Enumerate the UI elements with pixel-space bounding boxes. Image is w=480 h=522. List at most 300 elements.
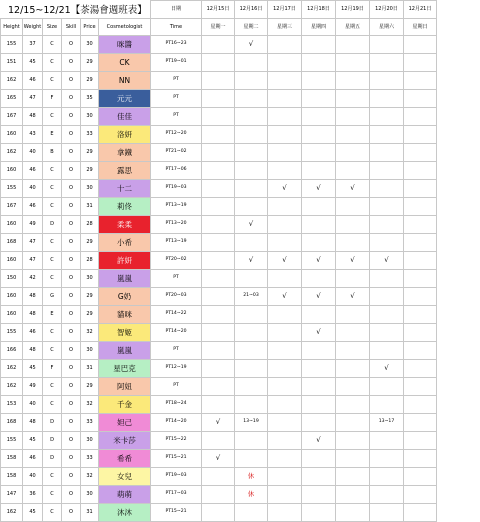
skill-cell: O xyxy=(62,252,81,270)
schedule-cell xyxy=(370,486,404,504)
table-row xyxy=(1,162,437,180)
schedule-cell xyxy=(268,468,302,486)
cosmetologist-name: 露思 xyxy=(99,162,151,180)
table-row xyxy=(1,54,437,72)
cosmetologist-name: 千金 xyxy=(99,396,151,414)
height-cell: 162 xyxy=(1,504,23,522)
height-cell: 160 xyxy=(1,306,23,324)
schedule-cell xyxy=(202,486,235,504)
price-cell: 33 xyxy=(81,126,99,144)
skill-cell: O xyxy=(62,54,81,72)
skill-cell: O xyxy=(62,486,81,504)
schedule-cell xyxy=(404,324,437,342)
schedule-cell xyxy=(235,450,268,468)
price-cell: 29 xyxy=(81,144,99,162)
schedule-cell xyxy=(302,378,336,396)
table-row xyxy=(1,144,437,162)
schedule-cell xyxy=(268,504,302,522)
schedule-cell xyxy=(404,378,437,396)
cosmetologist-name: 萌萌 xyxy=(99,486,151,504)
weight-cell: 46 xyxy=(23,162,43,180)
height-cell: 158 xyxy=(1,450,23,468)
skill-cell: O xyxy=(62,378,81,396)
table-row xyxy=(1,468,437,486)
schedule-cell xyxy=(336,216,370,234)
skill-cell: O xyxy=(62,432,81,450)
schedule-cell xyxy=(235,234,268,252)
height-cell: 162 xyxy=(1,360,23,378)
height-cell: 167 xyxy=(1,198,23,216)
weight-cell: 42 xyxy=(23,270,43,288)
weight-cell: 49 xyxy=(23,378,43,396)
time-cell: PT xyxy=(151,342,202,360)
size-cell: C xyxy=(43,396,62,414)
time-cell: PT16~23 xyxy=(151,36,202,54)
schedule-cell xyxy=(370,36,404,54)
schedule-cell xyxy=(404,54,437,72)
schedule-cell xyxy=(302,450,336,468)
schedule-cell xyxy=(268,162,302,180)
price-cell: 30 xyxy=(81,486,99,504)
column-header: Weight xyxy=(23,19,43,36)
schedule-cell xyxy=(336,90,370,108)
time-cell: PT12~20 xyxy=(151,126,202,144)
column-header: Cosmetologist xyxy=(99,19,151,36)
size-cell: C xyxy=(43,198,62,216)
price-cell: 30 xyxy=(81,270,99,288)
date-cell: 12月18日 xyxy=(302,1,336,19)
price-cell: 30 xyxy=(81,36,99,54)
schedule-cell xyxy=(268,90,302,108)
schedule-cell xyxy=(268,126,302,144)
schedule-cell xyxy=(336,126,370,144)
schedule-cell xyxy=(336,504,370,522)
schedule-cell xyxy=(404,288,437,306)
schedule-cell xyxy=(268,342,302,360)
size-cell: C xyxy=(43,270,62,288)
weight-cell: 36 xyxy=(23,486,43,504)
schedule-cell xyxy=(336,108,370,126)
table-row xyxy=(1,180,437,198)
schedule-cell xyxy=(302,468,336,486)
header-date-row xyxy=(1,1,437,19)
size-cell: C xyxy=(43,180,62,198)
price-cell: 29 xyxy=(81,306,99,324)
schedule-cell: √ xyxy=(268,288,302,306)
schedule-cell xyxy=(336,72,370,90)
weekday-cell: 星期六 xyxy=(370,19,404,36)
time-cell: PT15~22 xyxy=(151,432,202,450)
schedule-cell xyxy=(235,378,268,396)
schedule-cell xyxy=(268,306,302,324)
size-cell: C xyxy=(43,378,62,396)
time-cell: PT xyxy=(151,72,202,90)
column-header: Height xyxy=(1,19,23,36)
size-cell: E xyxy=(43,306,62,324)
weekday-cell: 星期三 xyxy=(268,19,302,36)
price-cell: 29 xyxy=(81,234,99,252)
size-cell: C xyxy=(43,252,62,270)
price-cell: 28 xyxy=(81,252,99,270)
schedule-cell xyxy=(404,180,437,198)
cosmetologist-name: 星巴克 xyxy=(99,360,151,378)
cosmetologist-name: 咪醬 xyxy=(99,36,151,54)
height-cell: 168 xyxy=(1,234,23,252)
skill-cell: O xyxy=(62,342,81,360)
size-cell: B xyxy=(43,144,62,162)
schedule-cell xyxy=(268,450,302,468)
table-row xyxy=(1,486,437,504)
schedule-cell: √ xyxy=(235,36,268,54)
schedule-cell xyxy=(302,72,336,90)
cosmetologist-name: 嵐嵐 xyxy=(99,270,151,288)
schedule-cell xyxy=(336,360,370,378)
schedule-cell xyxy=(302,216,336,234)
size-cell: D xyxy=(43,432,62,450)
table-row xyxy=(1,288,437,306)
cosmetologist-name: 佳佳 xyxy=(99,108,151,126)
schedule-cell xyxy=(202,306,235,324)
price-cell: 29 xyxy=(81,72,99,90)
price-cell: 29 xyxy=(81,288,99,306)
time-cell: PT xyxy=(151,90,202,108)
size-cell: C xyxy=(43,342,62,360)
table-row xyxy=(1,216,437,234)
cosmetologist-name: 元元 xyxy=(99,90,151,108)
schedule-cell xyxy=(235,162,268,180)
table-row xyxy=(1,306,437,324)
schedule-cell: √ xyxy=(370,360,404,378)
time-cell: PT19~01 xyxy=(151,54,202,72)
table-row xyxy=(1,324,437,342)
skill-cell: O xyxy=(62,126,81,144)
schedule-cell xyxy=(336,306,370,324)
schedule-cell xyxy=(202,324,235,342)
height-cell: 158 xyxy=(1,468,23,486)
height-cell: 167 xyxy=(1,108,23,126)
schedule-cell xyxy=(235,144,268,162)
schedule-cell xyxy=(202,36,235,54)
schedule-cell xyxy=(404,162,437,180)
schedule-cell: 13~17 xyxy=(370,414,404,432)
schedule-cell xyxy=(235,324,268,342)
schedule-cell xyxy=(202,180,235,198)
schedule-cell: 21~03 xyxy=(235,288,268,306)
schedule-cell xyxy=(202,234,235,252)
price-cell: 30 xyxy=(81,180,99,198)
size-cell: E xyxy=(43,126,62,144)
schedule-cell xyxy=(268,360,302,378)
schedule-cell xyxy=(268,396,302,414)
schedule-cell xyxy=(404,72,437,90)
skill-cell: O xyxy=(62,162,81,180)
schedule-cell: √ xyxy=(302,432,336,450)
price-cell: 30 xyxy=(81,432,99,450)
schedule-cell xyxy=(268,216,302,234)
schedule-cell xyxy=(336,36,370,54)
schedule-cell xyxy=(404,432,437,450)
price-cell: 28 xyxy=(81,216,99,234)
height-cell: 160 xyxy=(1,126,23,144)
time-cell: PT19~03 xyxy=(151,468,202,486)
schedule-cell: √ xyxy=(202,414,235,432)
table-row xyxy=(1,108,437,126)
cosmetologist-name: 沐沐 xyxy=(99,504,151,522)
schedule-cell xyxy=(202,216,235,234)
schedule-cell xyxy=(370,54,404,72)
schedule-cell xyxy=(370,126,404,144)
schedule-cell xyxy=(235,72,268,90)
time-cell: PT14~20 xyxy=(151,414,202,432)
schedule-cell xyxy=(370,198,404,216)
time-cell: PT15~21 xyxy=(151,450,202,468)
schedule-cell xyxy=(202,252,235,270)
size-cell: D xyxy=(43,414,62,432)
schedule-cell: √ xyxy=(302,252,336,270)
skill-cell: O xyxy=(62,450,81,468)
weight-cell: 48 xyxy=(23,288,43,306)
schedule-cell xyxy=(202,360,235,378)
schedule-cell xyxy=(404,468,437,486)
weekday-cell: 星期四 xyxy=(302,19,336,36)
schedule-cell xyxy=(268,270,302,288)
weight-cell: 37 xyxy=(23,36,43,54)
size-cell: C xyxy=(43,468,62,486)
skill-cell: O xyxy=(62,108,81,126)
schedule-cell xyxy=(404,396,437,414)
schedule-cell xyxy=(370,162,404,180)
page-title: 12/15~12/21【茶湯會週班表】 xyxy=(8,5,147,16)
schedule-cell xyxy=(370,324,404,342)
cosmetologist-name: CK xyxy=(99,54,151,72)
schedule-cell xyxy=(302,144,336,162)
schedule-cell xyxy=(404,486,437,504)
schedule-cell xyxy=(370,396,404,414)
schedule-cell xyxy=(268,234,302,252)
date-cell: 12月16日 xyxy=(235,1,268,19)
schedule-cell: √ xyxy=(235,252,268,270)
skill-cell: O xyxy=(62,288,81,306)
skill-cell: O xyxy=(62,90,81,108)
skill-cell: O xyxy=(62,360,81,378)
schedule-cell xyxy=(302,360,336,378)
schedule-cell xyxy=(202,396,235,414)
time-cell: PT12~19 xyxy=(151,360,202,378)
schedule-cell xyxy=(370,216,404,234)
weight-cell: 49 xyxy=(23,216,43,234)
schedule-cell xyxy=(235,108,268,126)
schedule-cell: √ xyxy=(235,216,268,234)
weight-cell: 47 xyxy=(23,90,43,108)
schedule-cell xyxy=(202,468,235,486)
weight-cell: 48 xyxy=(23,306,43,324)
schedule-cell xyxy=(404,450,437,468)
schedule-cell xyxy=(202,270,235,288)
schedule-cell xyxy=(404,504,437,522)
schedule-cell xyxy=(235,504,268,522)
schedule-cell xyxy=(202,288,235,306)
size-cell: D xyxy=(43,216,62,234)
height-cell: 162 xyxy=(1,72,23,90)
schedule-cell: √ xyxy=(336,180,370,198)
schedule-cell xyxy=(202,108,235,126)
column-header: Time xyxy=(151,19,202,36)
size-cell: F xyxy=(43,360,62,378)
cosmetologist-name: 莉佟 xyxy=(99,198,151,216)
schedule-cell xyxy=(268,36,302,54)
skill-cell: O xyxy=(62,72,81,90)
cosmetologist-name: 嵐嵐 xyxy=(99,342,151,360)
schedule-cell xyxy=(370,90,404,108)
price-cell: 29 xyxy=(81,378,99,396)
schedule-cell xyxy=(235,198,268,216)
schedule-cell xyxy=(302,162,336,180)
schedule-cell xyxy=(202,72,235,90)
schedule-cell xyxy=(404,216,437,234)
schedule-cell xyxy=(404,90,437,108)
weight-cell: 48 xyxy=(23,414,43,432)
schedule-cell: √ xyxy=(336,252,370,270)
schedule-cell xyxy=(268,144,302,162)
schedule-cell xyxy=(370,378,404,396)
height-cell: 155 xyxy=(1,180,23,198)
schedule-cell xyxy=(268,432,302,450)
schedule-cell xyxy=(336,324,370,342)
schedule-cell xyxy=(336,144,370,162)
table-row xyxy=(1,450,437,468)
height-cell: 155 xyxy=(1,36,23,54)
schedule-cell xyxy=(302,504,336,522)
schedule-cell: 13~19 xyxy=(235,414,268,432)
schedule-cell xyxy=(302,396,336,414)
schedule-cell xyxy=(404,306,437,324)
price-cell: 31 xyxy=(81,360,99,378)
schedule-cell xyxy=(404,342,437,360)
time-cell: PT18~24 xyxy=(151,396,202,414)
schedule-cell xyxy=(370,144,404,162)
schedule-cell xyxy=(404,126,437,144)
table-row xyxy=(1,414,437,432)
weight-cell: 47 xyxy=(23,234,43,252)
weight-cell: 40 xyxy=(23,396,43,414)
date-cell: 12月20日 xyxy=(370,1,404,19)
height-cell: 165 xyxy=(1,90,23,108)
weight-cell: 45 xyxy=(23,504,43,522)
table-row xyxy=(1,234,437,252)
table-row xyxy=(1,432,437,450)
schedule-cell xyxy=(404,198,437,216)
cosmetologist-name: 十二 xyxy=(99,180,151,198)
schedule-cell xyxy=(336,432,370,450)
price-cell: 33 xyxy=(81,414,99,432)
skill-cell: O xyxy=(62,396,81,414)
weight-cell: 46 xyxy=(23,72,43,90)
skill-cell: O xyxy=(62,468,81,486)
table-row xyxy=(1,90,437,108)
time-cell: PT14~20 xyxy=(151,324,202,342)
schedule-cell xyxy=(302,270,336,288)
weight-cell: 45 xyxy=(23,432,43,450)
cosmetologist-name: 智姬 xyxy=(99,324,151,342)
schedule-cell xyxy=(202,54,235,72)
price-cell: 33 xyxy=(81,450,99,468)
schedule-cell xyxy=(370,450,404,468)
height-cell: 162 xyxy=(1,144,23,162)
column-header: Skill xyxy=(62,19,81,36)
skill-cell: O xyxy=(62,306,81,324)
schedule-cell xyxy=(370,288,404,306)
weight-cell: 45 xyxy=(23,54,43,72)
table-row xyxy=(1,378,437,396)
schedule-cell xyxy=(336,378,370,396)
schedule-cell xyxy=(336,270,370,288)
height-cell: 160 xyxy=(1,216,23,234)
cosmetologist-name: 柔柔 xyxy=(99,216,151,234)
price-cell: 29 xyxy=(81,54,99,72)
skill-cell: O xyxy=(62,36,81,54)
schedule-cell xyxy=(404,252,437,270)
schedule-cell xyxy=(268,54,302,72)
date-cell: 12月21日 xyxy=(404,1,437,19)
schedule-cell xyxy=(336,486,370,504)
schedule-cell xyxy=(202,198,235,216)
weight-cell: 45 xyxy=(23,360,43,378)
schedule-cell xyxy=(336,414,370,432)
weight-cell: 46 xyxy=(23,450,43,468)
weight-cell: 40 xyxy=(23,180,43,198)
schedule-cell xyxy=(404,234,437,252)
table-row xyxy=(1,396,437,414)
schedule-cell xyxy=(302,306,336,324)
schedule-cell xyxy=(336,342,370,360)
schedule-cell: √ xyxy=(302,180,336,198)
size-cell: C xyxy=(43,504,62,522)
schedule-cell xyxy=(235,306,268,324)
height-cell: 147 xyxy=(1,486,23,504)
schedule-cell xyxy=(235,270,268,288)
time-cell: PT20~03 xyxy=(151,288,202,306)
time-cell: PT13~19 xyxy=(151,198,202,216)
price-cell: 32 xyxy=(81,396,99,414)
time-cell: PT13~20 xyxy=(151,216,202,234)
height-cell: 153 xyxy=(1,396,23,414)
column-header: Price xyxy=(81,19,99,36)
schedule-cell xyxy=(336,54,370,72)
cosmetologist-name: 妲己 xyxy=(99,414,151,432)
size-cell: C xyxy=(43,486,62,504)
schedule-cell xyxy=(302,234,336,252)
schedule-cell xyxy=(370,234,404,252)
schedule-cell xyxy=(336,450,370,468)
schedule-cell xyxy=(268,414,302,432)
schedule-cell xyxy=(268,198,302,216)
schedule-cell xyxy=(302,342,336,360)
height-cell: 160 xyxy=(1,162,23,180)
schedule-cell xyxy=(404,270,437,288)
schedule-cell xyxy=(404,414,437,432)
time-cell: PT xyxy=(151,108,202,126)
schedule-cell xyxy=(336,234,370,252)
skill-cell: O xyxy=(62,144,81,162)
schedule-cell xyxy=(336,162,370,180)
price-cell: 31 xyxy=(81,198,99,216)
height-cell: 168 xyxy=(1,414,23,432)
schedule-cell xyxy=(404,108,437,126)
size-cell: C xyxy=(43,54,62,72)
size-cell: C xyxy=(43,234,62,252)
schedule-cell xyxy=(202,126,235,144)
weight-cell: 46 xyxy=(23,198,43,216)
